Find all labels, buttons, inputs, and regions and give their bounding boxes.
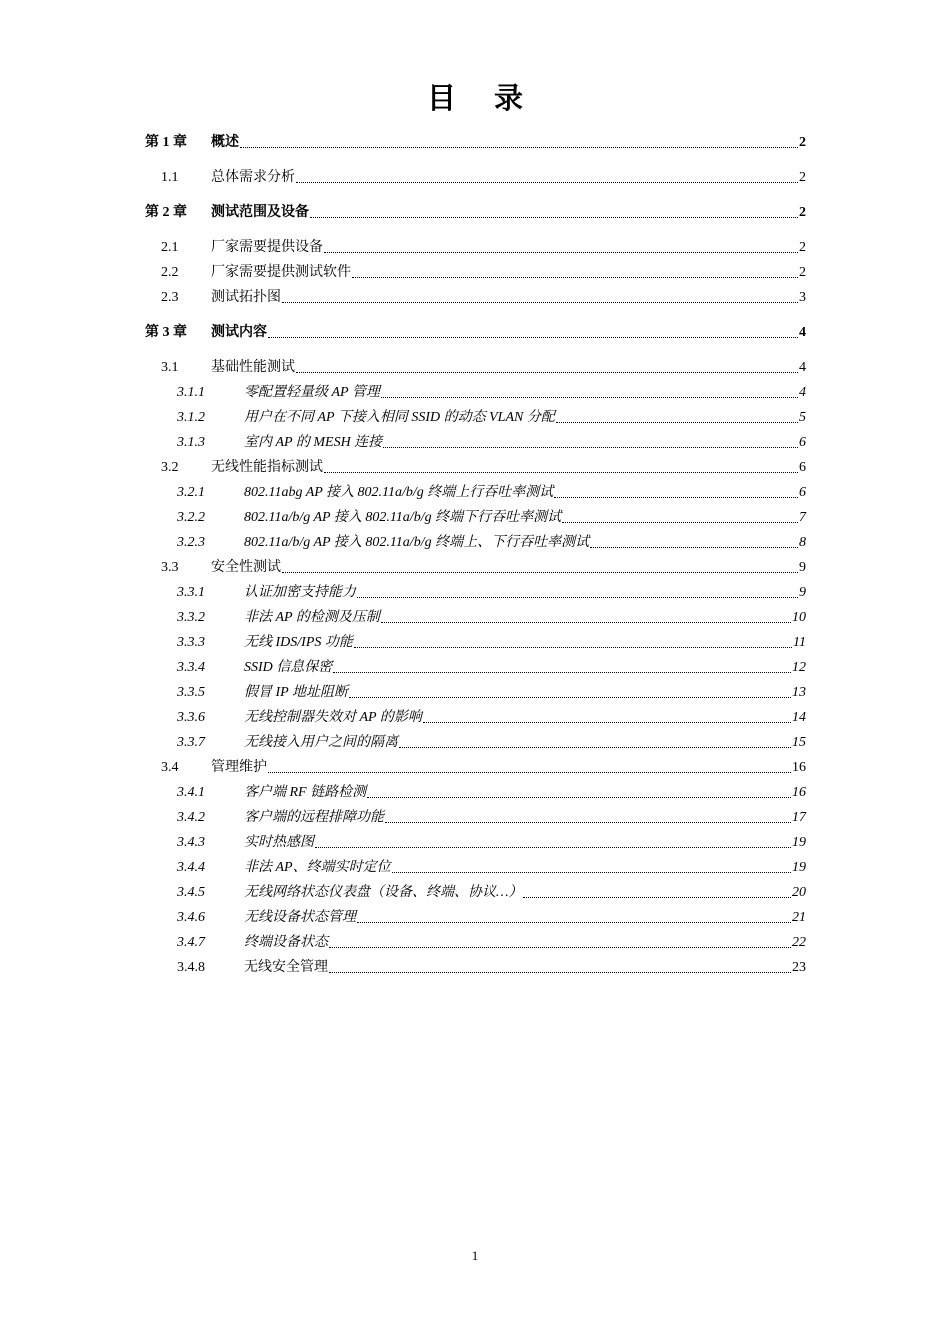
toc-entry-number: 3.4.4 (177, 860, 205, 875)
toc-entry[interactable] (161, 260, 806, 282)
dot-leader (381, 621, 791, 623)
toc-entry-number: 3.3.5 (177, 685, 205, 700)
toc-entry-number: 3.1 (161, 360, 179, 375)
dot-leader (523, 896, 791, 898)
toc-entry-page: 2 (799, 240, 806, 255)
toc-entry-number: 3.2.3 (177, 535, 205, 550)
toc-entry-label: 测试拓扑图 (211, 290, 281, 305)
dot-leader (590, 546, 798, 548)
toc-entry-page: 19 (792, 835, 806, 850)
toc-entry-number: 3.4.1 (177, 785, 205, 800)
toc-entry-label: 802.11abg AP 接入 802.11a/b/g 终端上行吞吐率测试 (244, 485, 554, 500)
page-number: 1 (471, 1248, 479, 1263)
toc-entry[interactable] (145, 320, 806, 342)
toc-entry[interactable] (161, 555, 806, 577)
toc-entry-label: 概述 (211, 135, 239, 150)
toc-entry[interactable] (161, 235, 806, 257)
toc-entry-label: 测试内容 (211, 325, 267, 340)
toc-entry[interactable] (177, 805, 806, 827)
toc-entry[interactable] (177, 430, 806, 452)
toc-entry-label: 无线接入用户之间的隔离 (244, 735, 398, 750)
dot-leader (329, 946, 791, 948)
dot-leader (352, 276, 798, 278)
toc-entry[interactable] (177, 655, 806, 677)
toc-entry-label: 802.11a/b/g AP 接入 802.11a/b/g 终端上、下行吞吐率测试 (244, 535, 590, 550)
dot-leader (357, 596, 798, 598)
toc-entry-label: 无线网络状态仪表盘（设备、终端、协议…） (244, 885, 523, 900)
toc-entry[interactable] (177, 405, 806, 427)
toc-entry-page: 3 (799, 290, 806, 305)
dot-leader (240, 146, 798, 148)
toc-entry-label: 无线性能指标测试 (211, 460, 323, 475)
toc-entry-number: 3.3.2 (177, 610, 205, 625)
toc-entry-number: 2.3 (161, 290, 179, 305)
toc-entry-number: 第 1 章 (145, 135, 187, 150)
toc-entry[interactable] (145, 200, 806, 222)
toc-entry-number: 3.4.5 (177, 885, 205, 900)
toc-entry-number: 3.3 (161, 560, 179, 575)
toc-entry-label: 厂家需要提供测试软件 (211, 265, 351, 280)
toc-entry-number: 3.4.8 (177, 960, 205, 975)
toc-entry-number: 3.3.4 (177, 660, 205, 675)
dot-leader (329, 971, 791, 973)
toc-entry-label: 零配置轻量级 AP 管理 (244, 385, 380, 400)
dot-leader (423, 721, 791, 723)
toc-entry-number: 第 2 章 (145, 205, 187, 220)
toc-entry[interactable] (177, 930, 806, 952)
toc-entry-number: 3.1.2 (177, 410, 205, 425)
toc-entry-label: 802.11a/b/g AP 接入 802.11a/b/g 终端下行吞吐率测试 (244, 510, 562, 525)
toc-entry[interactable] (177, 630, 806, 652)
toc-entry-number: 3.4 (161, 760, 179, 775)
page-title: 目 录 (426, 81, 538, 115)
toc-entry-page: 10 (792, 610, 806, 625)
toc-entry-label: 用户在不同 AP 下接入相同 SSID 的动态 VLAN 分配 (244, 410, 555, 425)
toc-entry[interactable] (161, 285, 806, 307)
toc-entry-label: 无线设备状态管理 (244, 910, 356, 925)
dot-leader (392, 871, 791, 873)
toc-entry-page: 12 (792, 660, 806, 675)
toc-entry[interactable] (177, 380, 806, 402)
toc-entry-label: SSID 信息保密 (244, 660, 333, 675)
toc-entry-page: 11 (793, 635, 806, 650)
toc-entry-page: 2 (799, 205, 806, 220)
toc-entry-number: 3.3.7 (177, 735, 205, 750)
dot-leader (357, 921, 791, 923)
toc-entry[interactable] (177, 905, 806, 927)
dot-leader (324, 471, 798, 473)
dot-leader (324, 251, 798, 253)
toc-entry[interactable] (177, 730, 806, 752)
toc-entry-page: 17 (792, 810, 806, 825)
dot-leader (354, 646, 792, 648)
toc-entry-number: 3.4.2 (177, 810, 205, 825)
dot-leader (268, 771, 791, 773)
toc-entry-number: 2.1 (161, 240, 179, 255)
toc-entry-label: 室内 AP 的 MESH 连接 (244, 435, 383, 450)
toc-entry[interactable] (177, 955, 806, 977)
toc-entry-label: 厂家需要提供设备 (211, 240, 323, 255)
toc-entry[interactable] (177, 830, 806, 852)
toc-entry[interactable] (177, 530, 806, 552)
toc-entry-number: 2.2 (161, 265, 179, 280)
toc-entry-label: 终端设备状态 (244, 935, 328, 950)
toc-entry-page: 9 (799, 560, 806, 575)
dot-leader (268, 336, 798, 338)
toc-entry[interactable] (161, 165, 806, 187)
toc-entry-number: 3.1.3 (177, 435, 205, 450)
toc-entry-page: 14 (792, 710, 806, 725)
dot-leader (556, 421, 798, 423)
toc-entry-number: 3.4.7 (177, 935, 205, 950)
toc-entry[interactable] (161, 755, 806, 777)
toc-entry-page: 8 (799, 535, 806, 550)
toc-entry[interactable] (161, 355, 806, 377)
toc-entry-label: 基础性能测试 (211, 360, 295, 375)
toc-entry-label: 无线控制器失效对 AP 的影响 (244, 710, 422, 725)
toc-entry-label: 非法 AP、终端实时定位 (244, 860, 391, 875)
toc-entry-page: 6 (799, 485, 806, 500)
toc-entry-page: 4 (799, 325, 806, 340)
toc-entry-label: 非法 AP 的检测及压制 (244, 610, 380, 625)
toc-entry-page: 9 (799, 585, 806, 600)
toc-entry-page: 16 (792, 760, 806, 775)
dot-leader (383, 446, 798, 448)
dot-leader (349, 696, 791, 698)
toc-entry-number: 3.2.1 (177, 485, 205, 500)
toc-entry-page: 5 (799, 410, 806, 425)
toc-entry[interactable] (177, 605, 806, 627)
toc-entry-number: 第 3 章 (145, 325, 187, 340)
toc-entry-page: 4 (799, 385, 806, 400)
toc-entry-page: 2 (799, 170, 806, 185)
toc-entry-label: 测试范围及设备 (211, 205, 309, 220)
toc-entry[interactable] (177, 705, 806, 727)
toc-entry[interactable] (177, 505, 806, 527)
toc-entry-label: 客户端的远程排障功能 (244, 810, 384, 825)
toc-entry[interactable] (177, 855, 806, 877)
toc-entry-page: 15 (792, 735, 806, 750)
toc-entry-page: 4 (799, 360, 806, 375)
dot-leader (381, 396, 798, 398)
dot-leader (282, 571, 798, 573)
toc-entry-page: 22 (792, 935, 806, 950)
toc-entry-label: 安全性测试 (211, 560, 281, 575)
toc-entry-page: 7 (799, 510, 806, 525)
toc-entry-page: 6 (799, 435, 806, 450)
dot-leader (554, 496, 798, 498)
toc-entry-page: 19 (792, 860, 806, 875)
toc-entry-label: 认证加密支持能力 (244, 585, 356, 600)
dot-leader (367, 796, 791, 798)
toc-entry-label: 实时热感图 (244, 835, 314, 850)
toc-entry-number: 3.3.3 (177, 635, 205, 650)
toc-entry-number: 3.3.6 (177, 710, 205, 725)
toc-entry-label: 假冒 IP 地址阻断 (244, 685, 348, 700)
toc-entry[interactable] (161, 455, 806, 477)
toc-entry-page: 23 (792, 960, 806, 975)
toc-entry-page: 20 (792, 885, 806, 900)
toc-entry[interactable] (177, 580, 806, 602)
toc-entry[interactable] (177, 780, 806, 802)
dot-leader (296, 181, 798, 183)
toc-entry-number: 3.1.1 (177, 385, 205, 400)
toc-entry-number: 1.1 (161, 170, 179, 185)
toc-entry-label: 总体需求分析 (211, 170, 295, 185)
toc-entry-number: 3.4.6 (177, 910, 205, 925)
toc-entry-page: 2 (799, 265, 806, 280)
toc-entry-label: 无线安全管理 (244, 960, 328, 975)
toc-entry-page: 6 (799, 460, 806, 475)
dot-leader (282, 301, 798, 303)
dot-leader (562, 521, 798, 523)
dot-leader (333, 671, 791, 673)
toc-entry-page: 21 (792, 910, 806, 925)
toc-entry-number: 3.4.3 (177, 835, 205, 850)
toc-entry[interactable] (177, 480, 806, 502)
toc-entry-label: 客户端 RF 链路检测 (244, 785, 367, 800)
toc-entry-label: 管理维护 (211, 760, 267, 775)
toc-entry[interactable] (177, 680, 806, 702)
dot-leader (315, 846, 791, 848)
dot-leader (296, 371, 798, 373)
toc-entry[interactable] (177, 880, 806, 902)
toc-entry-label: 无线 IDS/IPS 功能 (244, 635, 353, 650)
dot-leader (385, 821, 791, 823)
toc-entry-page: 2 (799, 135, 806, 150)
toc-entry-number: 3.3.1 (177, 585, 205, 600)
toc-entry[interactable] (145, 130, 806, 152)
dot-leader (399, 746, 791, 748)
toc-entry-page: 16 (792, 785, 806, 800)
toc-entry-page: 13 (792, 685, 806, 700)
toc-entry-number: 3.2 (161, 460, 179, 475)
dot-leader (310, 216, 798, 218)
toc-entry-number: 3.2.2 (177, 510, 205, 525)
